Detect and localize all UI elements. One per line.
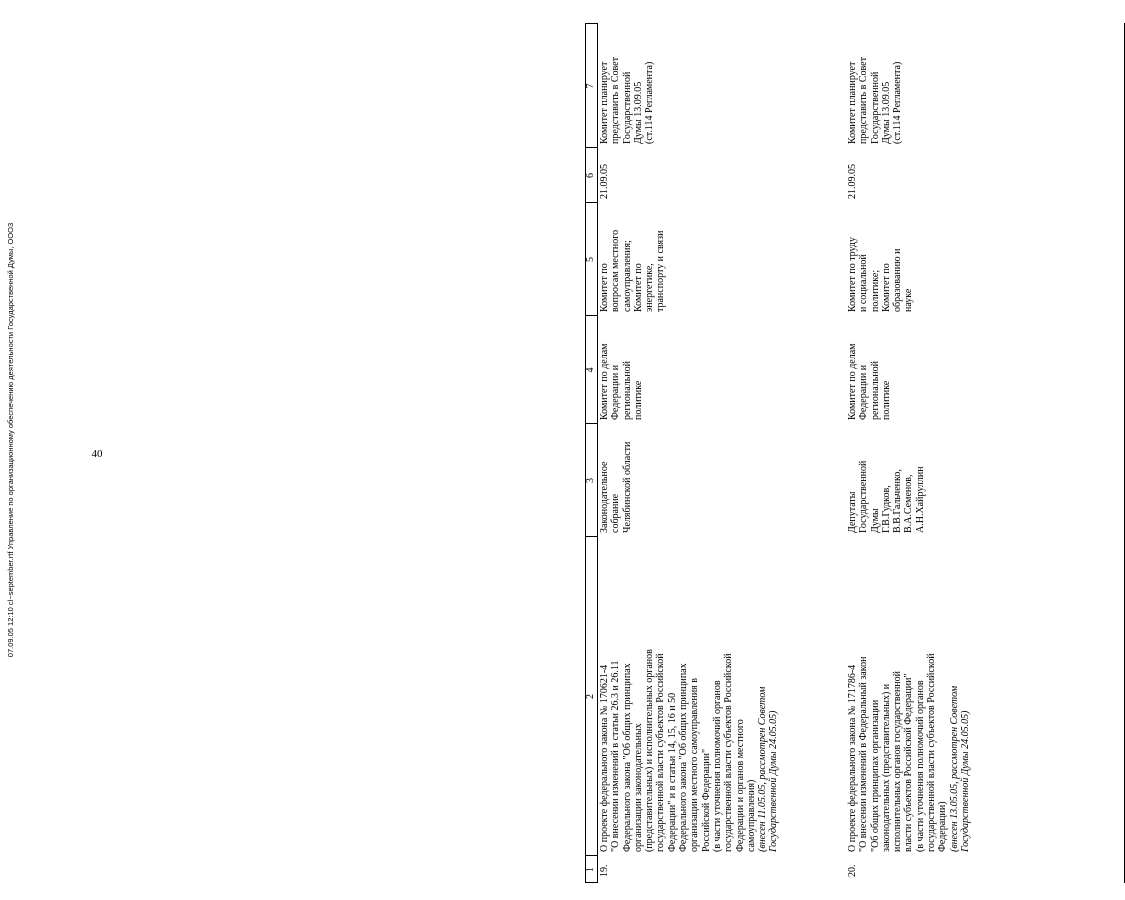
row-19-initiator-line: Законодательное [599, 461, 610, 533]
row-19-plan-line: представить в Совет [610, 57, 622, 144]
row-20-co-committee-line: Комитет по труду [847, 236, 858, 312]
row-19-title-line: (в части уточнения полномочий органов [711, 680, 723, 852]
row-20-co-committees [847, 204, 915, 312]
row-20-co-committee-line: и социальной [858, 254, 870, 312]
row-19-co-committee-line: Комитет по [632, 263, 644, 312]
row-19-note-line: (внесен 11.05.05, рассмотрен Советом [757, 686, 769, 852]
header-col-4: 4 [585, 367, 596, 373]
row-20-initiator-line: Депутаты [847, 491, 858, 533]
row-19-initiator [599, 425, 633, 533]
header-col-1: 1 [585, 867, 596, 872]
row-20-title-line: власти субъектов Российской Федерации" [903, 673, 915, 852]
row-20-title-line: исполнительных органов государственной [892, 670, 904, 852]
header-col-6: 6 [585, 173, 596, 178]
row-20-title-line: государственной власти субъектов Российской [926, 653, 938, 852]
row-20-initiator-line: В.А.Семенов, [903, 474, 915, 533]
row-19-committee-line: политике [632, 380, 644, 420]
row-19-title-line: Федерального закона "Об общих принципах [621, 663, 633, 852]
row-20-co-committee-line: Комитет по [880, 263, 892, 312]
row-20-title-line: (в части уточнения полномочий органов [914, 680, 926, 852]
row-20-initiator-line: Государственной [858, 460, 870, 533]
row-20-committee-line: региональной [869, 360, 881, 420]
row-19-co-committees [599, 204, 667, 312]
row-20-initiator-line: Г.В.Гудков, [880, 485, 892, 533]
row-19-title-line: самоуправления) [745, 779, 757, 852]
row-19-committee [599, 316, 644, 420]
row-20-committee-line: политике [880, 380, 892, 420]
row-20-date: 21.09.05 [847, 164, 858, 199]
row-19-committee-line: Комитет по делам [599, 343, 610, 420]
row-20-plan-line: представить в Совет [858, 57, 870, 144]
header-col-7: 7 [585, 83, 596, 89]
row-19-note-line: Государственной Думы 24.05.05) [768, 710, 780, 852]
row-19-title-line: организации местного самоуправления в [689, 678, 701, 852]
row-20-plan-line: Государственной [869, 71, 881, 144]
row-20-co-committee-line: образованию и [892, 248, 904, 312]
row-19-title-line: Федерального закона "Об общих принципах [678, 663, 690, 852]
row-20-committee-line: Комитет по делам [847, 343, 858, 420]
row-19-title-line: государственной власти субъектов Российской [723, 653, 735, 852]
row-20-plan [847, 24, 903, 144]
row-20-note-line: Государственной Думы 24.05.05) [959, 710, 971, 852]
row-20-initiator-line: Думы [869, 508, 881, 533]
row-19-title [599, 540, 780, 852]
row-20-co-committee-line: политике; [869, 269, 881, 312]
bill-table [585, 23, 1125, 883]
rule-header [597, 23, 598, 883]
row-20-initiator-line: В.В.Гальченко, [892, 469, 904, 533]
row-19-committee-line: Федерации и [610, 364, 622, 420]
row-19-committee-line: региональной [621, 360, 633, 420]
row-19-initiator-line: Челябинской области [621, 441, 633, 533]
row-20-title-line: О проекте федерального закона № 171786-4 [847, 664, 858, 852]
header-col-3: 3 [585, 478, 596, 483]
row-19-plan-line: Государственной [621, 71, 633, 144]
page-number: 40 [91, 448, 103, 460]
row-19-co-committee-line: самоуправления; [621, 240, 633, 312]
row-20-title [847, 540, 971, 852]
row-19-date: 21.09.05 [599, 164, 610, 199]
row-20-initiator [847, 425, 926, 533]
row-20-plan-line: Думы 13.09.05 [880, 81, 892, 144]
row-20-number: 20. [847, 864, 858, 877]
row-19-co-committee-line: Комитет по [599, 263, 610, 312]
row-19-co-committee-line: вопросам местного [610, 229, 622, 312]
row-19-number: 19. [599, 864, 610, 877]
row-20-initiator-line: А.Н.Хайруллин [914, 466, 926, 533]
document-footer: 07.09.05 12:10 cl~september.rtf Управление по организационному обеспечению деятельности Государственной Думы, ООО3 [6, 222, 15, 658]
row-19-title-line: организации законодательных [632, 723, 644, 852]
row-20-plan-line: Комитет планирует [847, 61, 858, 144]
row-20-title-line: "О внесении изменений в Федеральный закон [858, 656, 870, 852]
header-col-5: 5 [585, 257, 596, 262]
rotated-table [585, 23, 1125, 883]
row-19-plan-line: Думы 13.09.05 [632, 81, 644, 144]
row-20-committee [847, 316, 892, 420]
row-20-co-committee-line: науке [903, 288, 915, 312]
row-20-plan-line: (ст.114 Регламента) [892, 61, 904, 144]
row-20-committee-line: Федерации и [858, 364, 870, 420]
row-20-title-line: "Об общих принципах организации [869, 699, 881, 852]
row-19-title-line: Федерации" и в статьи 14, 15, 16 и 50 [666, 692, 678, 852]
row-20-note-line: (внесен 13.05.05, рассмотрен Советом [948, 685, 960, 852]
row-20-title-line: законодательных (представительных) и [880, 683, 892, 852]
row-19-title-line: государственной власти субъектов Российской [655, 653, 667, 852]
header-col-2: 2 [585, 694, 596, 699]
row-19-initiator-line: собрание [610, 493, 622, 533]
row-19-co-committee-line: энергетике, [644, 263, 656, 312]
row-19-title-line: О проекте федерального закона № 170621-4 [599, 664, 610, 852]
row-19-title-line: Российской Федерации" [700, 748, 712, 852]
row-20-title-line: Федерации) [937, 801, 949, 852]
row-19-plan-line: Комитет планирует [599, 61, 610, 144]
row-19-plan [599, 24, 655, 144]
row-19-title-line: Федерации и органов местного [734, 719, 746, 852]
row-19-plan-line: (ст.114 Регламента) [644, 61, 656, 144]
row-19-title-line: "О внесении изменений в статьи 26.3 и 26.11 [610, 660, 622, 852]
row-19-co-committee-line: транспорту и связи [655, 230, 667, 312]
row-19-title-line: (представительных) и исполнительных органов [644, 649, 656, 852]
